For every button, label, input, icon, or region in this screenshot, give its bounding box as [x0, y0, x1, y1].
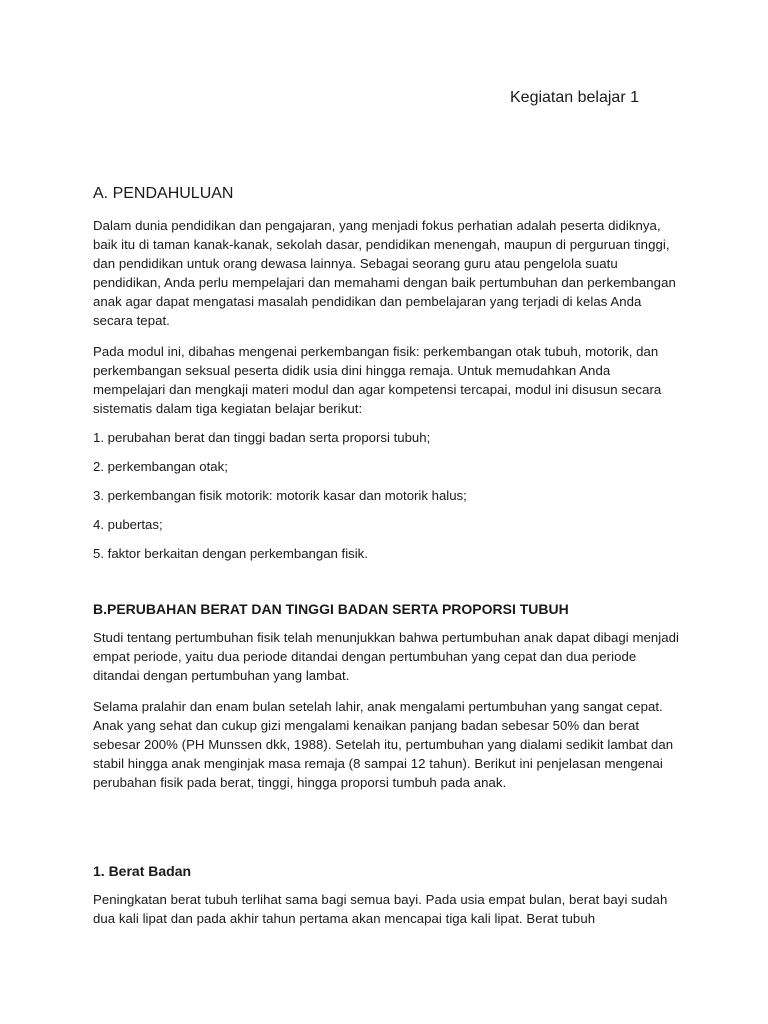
section-b-paragraph-1: Studi tentang pertumbuhan fisik telah menunjukkan bahwa pertumbuhan anak dapat dibagi menjadi empat periode, yaitu dua periode ditandai dengan pertumbuhan yang cepat dan dua periode ditandai dengan pertumbuhan yang lambat.	[93, 630, 680, 683]
list-item: 4. pubertas;	[93, 517, 163, 532]
section-a-heading: A. PENDAHULUAN	[93, 185, 234, 202]
section-a-paragraph-2: Pada modul ini, dibahas mengenai perkembangan fisik: perkembangan otak tubuh, motorik, dan perkembangan seksual peserta didik usia dini hingga remaja. Untuk memudahkan Anda mempelajari dan mengkaji materi modul dan agar kompetensi tercapai, modul ini disusun secara sistematis dalam tiga kegiatan belajar berikut:	[93, 344, 662, 416]
list-item: 5. faktor berkaitan dengan perkembangan fisik.	[93, 546, 368, 561]
section-1-paragraph-1: Peningkatan berat tubuh terlihat sama bagi semua bayi. Pada usia empat bulan, berat bayi sudah dua kali lipat dan pada akhir tahun pertama akan mencapai tiga kali lipat. Berat tubuh	[93, 892, 668, 926]
list-item: 3. perkembangan fisik motorik: motorik kasar dan motorik halus;	[93, 488, 467, 503]
section-b-heading: B.PERUBAHAN BERAT DAN TINGGI BADAN SERTA PROPORSI TUBUH	[93, 601, 569, 617]
section-b-paragraph-2: Selama pralahir dan enam bulan setelah lahir, anak mengalami pertumbuhan yang sangat cepat. Anak yang sehat dan cukup gizi mengalami kenaikan panjang badan sebesar 50% dan berat sebesar 200% (PH Munssen dkk, 1988). Setelah itu, pertumbuhan yang dialami sedikit lambat dan stabil hingga anak menginjak masa remaja (8 sampai 12 tahun). Berikut ini penjelasan mengenai perubahan fisik pada berat, tinggi, hingga proporsi tumbuh pada anak.	[93, 699, 674, 790]
section-1-heading: 1. Berat Badan	[93, 863, 192, 879]
document-title: Kegiatan belajar 1	[510, 89, 639, 106]
list-item: 2. perkembangan otak;	[93, 459, 228, 474]
list-item: 1. perubahan berat dan tinggi badan serta proporsi tubuh;	[93, 430, 431, 445]
section-a-paragraph-1: Dalam dunia pendidikan dan pengajaran, yang menjadi fokus perhatian adalah peserta didiknya, baik itu di taman kanak-kanak, sekolah dasar, pendidikan menengah, maupun di perguruan tinggi, dan pendidikan untuk orang dewasa lainnya. Sebagai seorang guru atau pengelola suatu pendidikan, Anda perlu mempelajari dan memahami dengan baik pertumbuhan dan perkembangan anak agar dapat mengatasi masalah pendidikan dan pembelajaran yang terjadi di kelas Anda secara tepat.	[93, 218, 676, 328]
